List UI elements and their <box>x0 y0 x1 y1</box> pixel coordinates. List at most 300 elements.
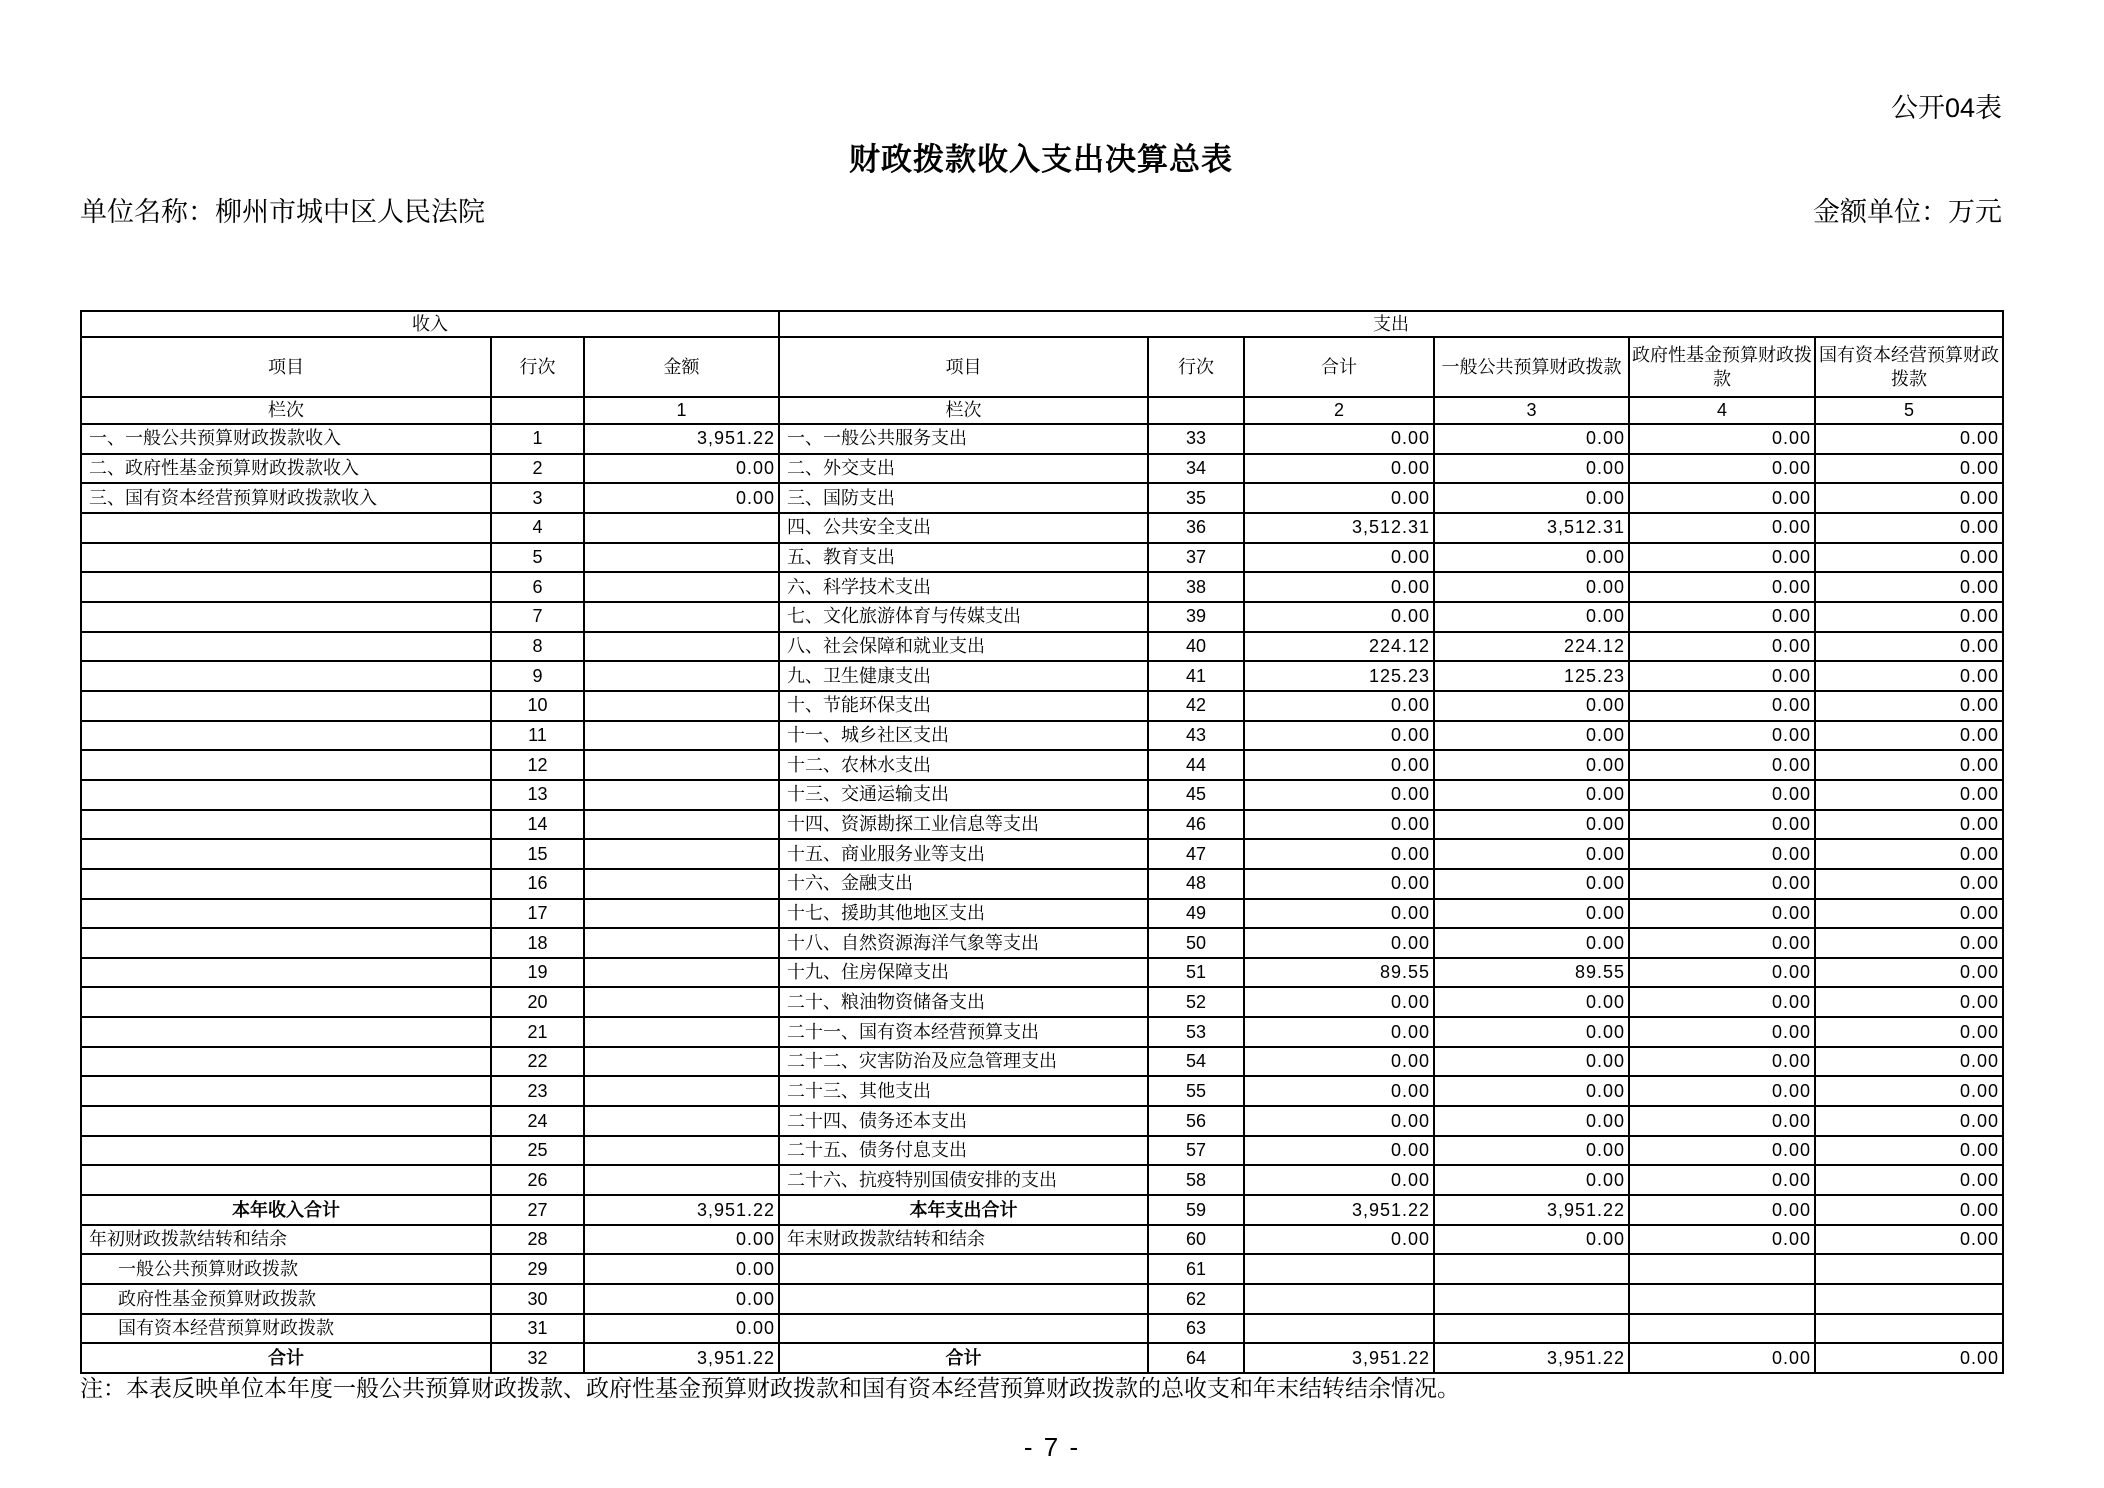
expense-gov-fund-cell: 0.00 <box>1629 899 1815 929</box>
unit-name: 单位名称：柳州市城中区人民法院 <box>80 197 485 227</box>
expense-total-cell: 0.00 <box>1244 899 1434 929</box>
table-row <box>81 483 2003 513</box>
income-item-cell: 本年收入合计 <box>81 1195 491 1225</box>
table-row <box>81 543 2003 573</box>
expense-item-cell: 十三、交通运输支出 <box>779 780 1148 810</box>
expense-item-cell: 十九、住房保障支出 <box>779 958 1148 988</box>
expense-total-cell: 0.00 <box>1244 928 1434 958</box>
income-line-cell: 23 <box>491 1076 584 1106</box>
income-amount-cell: 0.00 <box>584 454 779 484</box>
expense-item-cell: 十一、城乡社区支出 <box>779 721 1148 751</box>
expense-total-cell <box>1244 1284 1434 1314</box>
expense-line-cell: 35 <box>1148 483 1244 513</box>
form-code: 公开04表 <box>1890 93 2002 123</box>
table-row <box>81 928 2003 958</box>
income-line-cell: 29 <box>491 1254 584 1284</box>
expense-total-col-num: 2 <box>1244 397 1434 424</box>
expense-general-cell: 0.00 <box>1434 454 1629 484</box>
table-row <box>81 1165 2003 1195</box>
expense-item-cell: 十六、金融支出 <box>779 869 1148 899</box>
income-item-cell: 国有资本经营预算财政拨款 <box>81 1314 491 1344</box>
expense-general-cell <box>1434 1314 1629 1344</box>
expense-line-cell: 53 <box>1148 1017 1244 1047</box>
expense-gov-fund-cell <box>1629 1314 1815 1344</box>
income-amount-cell: 3,951.22 <box>584 1195 779 1225</box>
expense-total-cell: 89.55 <box>1244 958 1434 988</box>
expense-general-cell: 125.23 <box>1434 661 1629 691</box>
expense-state-capital-cell <box>1815 1284 2003 1314</box>
income-amount-cell <box>584 1165 779 1195</box>
expense-total-cell: 0.00 <box>1244 543 1434 573</box>
expense-general-cell: 0.00 <box>1434 572 1629 602</box>
expense-line-cell: 41 <box>1148 661 1244 691</box>
income-item-cell <box>81 928 491 958</box>
income-line-cell: 14 <box>491 810 584 840</box>
expense-state-capital-cell: 0.00 <box>1815 1136 2003 1166</box>
table-row <box>81 1136 2003 1166</box>
expense-item-cell: 二十四、债务还本支出 <box>779 1106 1148 1136</box>
expense-line-cell: 61 <box>1148 1254 1244 1284</box>
expense-gov-fund-cell: 0.00 <box>1629 661 1815 691</box>
expense-total-cell: 0.00 <box>1244 454 1434 484</box>
expense-general-cell: 0.00 <box>1434 987 1629 1017</box>
expense-gov-fund-cell: 0.00 <box>1629 987 1815 1017</box>
table-row <box>81 1195 2003 1225</box>
expense-gov-fund-cell: 0.00 <box>1629 602 1815 632</box>
expense-total-cell: 0.00 <box>1244 1076 1434 1106</box>
expense-total-cell: 0.00 <box>1244 1047 1434 1077</box>
expense-general-cell: 0.00 <box>1434 750 1629 780</box>
income-line-cell: 15 <box>491 839 584 869</box>
table-row <box>81 661 2003 691</box>
income-line-cell: 2 <box>491 454 584 484</box>
expense-line-cell: 50 <box>1148 928 1244 958</box>
income-amount-cell: 0.00 <box>584 1225 779 1255</box>
income-line-cell: 9 <box>491 661 584 691</box>
income-amount-cell <box>584 572 779 602</box>
expense-gov-fund-cell: 0.00 <box>1629 1047 1815 1077</box>
expense-line-cell: 43 <box>1148 721 1244 751</box>
expense-gov-fund-cell: 0.00 <box>1629 1165 1815 1195</box>
expense-state-capital-cell <box>1815 1254 2003 1284</box>
expense-state-capital-cell <box>1815 1314 2003 1344</box>
expense-gov-fund-cell: 0.00 <box>1629 810 1815 840</box>
expense-line-cell: 39 <box>1148 602 1244 632</box>
expense-item-cell: 六、科学技术支出 <box>779 572 1148 602</box>
expense-total-cell: 0.00 <box>1244 1136 1434 1166</box>
expense-gov-fund-cell: 0.00 <box>1629 750 1815 780</box>
income-item-cell <box>81 780 491 810</box>
expense-total-cell: 125.23 <box>1244 661 1434 691</box>
expense-state-capital-cell: 0.00 <box>1815 928 2003 958</box>
expense-state-capital-cell: 0.00 <box>1815 810 2003 840</box>
income-amount-cell <box>584 1136 779 1166</box>
expense-gov-fund-cell: 0.00 <box>1629 543 1815 573</box>
expense-gov-fund-cell: 0.00 <box>1629 632 1815 662</box>
income-item-cell: 年初财政拨款结转和结余 <box>81 1225 491 1255</box>
income-amount-cell <box>584 1017 779 1047</box>
expense-general-cell: 0.00 <box>1434 899 1629 929</box>
expense-general-cell: 0.00 <box>1434 483 1629 513</box>
expense-line-cell: 59 <box>1148 1195 1244 1225</box>
income-line-cell: 31 <box>491 1314 584 1344</box>
table-row <box>81 1076 2003 1106</box>
income-line-cell: 16 <box>491 869 584 899</box>
expense-total-cell: 0.00 <box>1244 602 1434 632</box>
income-amount-cell: 3,951.22 <box>584 1343 779 1373</box>
income-line-cell: 11 <box>491 721 584 751</box>
income-item-header: 项目 <box>81 337 491 397</box>
expense-item-cell: 五、教育支出 <box>779 543 1148 573</box>
table-row <box>81 1284 2003 1314</box>
income-amount-cell <box>584 780 779 810</box>
expense-gov-fund-col-num: 4 <box>1629 397 1815 424</box>
page-title: 财政拨款收入支出决算总表 <box>849 142 1233 177</box>
expense-item-cell: 二十五、债务付息支出 <box>779 1136 1148 1166</box>
expense-state-capital-cell: 0.00 <box>1815 1195 2003 1225</box>
expense-item-cell <box>779 1314 1148 1344</box>
expense-line-cell: 40 <box>1148 632 1244 662</box>
income-amount-cell <box>584 839 779 869</box>
expense-gov-fund-cell: 0.00 <box>1629 1195 1815 1225</box>
expense-state-capital-cell: 0.00 <box>1815 958 2003 988</box>
expense-total-header: 合计 <box>1244 337 1434 397</box>
expense-total-cell: 0.00 <box>1244 572 1434 602</box>
expense-line-cell: 56 <box>1148 1106 1244 1136</box>
expense-item-cell: 十二、农林水支出 <box>779 750 1148 780</box>
table-row <box>81 780 2003 810</box>
expense-gov-fund-cell: 0.00 <box>1629 780 1815 810</box>
expense-line-cell: 44 <box>1148 750 1244 780</box>
expense-general-cell: 0.00 <box>1434 928 1629 958</box>
expense-line-cell: 64 <box>1148 1343 1244 1373</box>
expense-gov-fund-cell: 0.00 <box>1629 721 1815 751</box>
income-amount-cell <box>584 691 779 721</box>
expense-state-capital-cell: 0.00 <box>1815 661 2003 691</box>
expense-general-cell: 3,512.31 <box>1434 513 1629 543</box>
footnote: 注：本表反映单位本年度一般公共预算财政拨款、政府性基金预算财政拨款和国有资本经营预算财政拨款的总收支和年末结转结余情况。 <box>80 1375 1460 1401</box>
expense-state-capital-cell: 0.00 <box>1815 839 2003 869</box>
expense-line-cell: 55 <box>1148 1076 1244 1106</box>
expense-state-capital-cell: 0.00 <box>1815 1047 2003 1077</box>
expense-item-cell: 十四、资源勘探工业信息等支出 <box>779 810 1148 840</box>
column-header-row <box>81 337 2003 397</box>
income-amount-cell <box>584 958 779 988</box>
income-amount-header: 金额 <box>584 337 779 397</box>
income-item-cell: 二、政府性基金预算财政拨款收入 <box>81 454 491 484</box>
expense-item-cell: 八、社会保障和就业支出 <box>779 632 1148 662</box>
expense-item-cell: 十五、商业服务业等支出 <box>779 839 1148 869</box>
expense-state-capital-cell: 0.00 <box>1815 1343 2003 1373</box>
expense-general-cell: 0.00 <box>1434 602 1629 632</box>
income-amount-cell: 0.00 <box>584 1284 779 1314</box>
expense-state-capital-cell: 0.00 <box>1815 869 2003 899</box>
table-row <box>81 899 2003 929</box>
expense-total-cell <box>1244 1314 1434 1344</box>
expense-line-cell: 34 <box>1148 454 1244 484</box>
expense-line-cell: 60 <box>1148 1225 1244 1255</box>
expense-line-cell: 49 <box>1148 899 1244 929</box>
expense-general-cell: 224.12 <box>1434 632 1629 662</box>
income-line-cell: 3 <box>491 483 584 513</box>
income-line-no-blank <box>491 397 584 424</box>
expense-general-cell: 0.00 <box>1434 869 1629 899</box>
income-item-cell <box>81 1165 491 1195</box>
income-amount-cell <box>584 899 779 929</box>
expense-item-cell: 二十、粮油物资储备支出 <box>779 987 1148 1017</box>
expense-item-cell <box>779 1284 1148 1314</box>
income-line-cell: 32 <box>491 1343 584 1373</box>
income-item-cell <box>81 691 491 721</box>
expense-state-capital-cell: 0.00 <box>1815 1076 2003 1106</box>
expense-gov-fund-cell: 0.00 <box>1629 454 1815 484</box>
income-line-cell: 28 <box>491 1225 584 1255</box>
amount-unit: 金额单位：万元 <box>1813 197 2002 227</box>
expense-state-capital-cell: 0.00 <box>1815 543 2003 573</box>
expense-general-cell: 3,951.22 <box>1434 1343 1629 1373</box>
income-item-cell: 三、国有资本经营预算财政拨款收入 <box>81 483 491 513</box>
income-item-cell <box>81 513 491 543</box>
expense-total-cell: 0.00 <box>1244 780 1434 810</box>
expense-item-cell: 七、文化旅游体育与传媒支出 <box>779 602 1148 632</box>
table-row <box>81 513 2003 543</box>
income-amount-cell: 3,951.22 <box>584 424 779 454</box>
expense-item-cell: 二十六、抗疫特别国债安排的支出 <box>779 1165 1148 1195</box>
expense-general-cell: 0.00 <box>1434 1017 1629 1047</box>
expense-state-capital-cell: 0.00 <box>1815 987 2003 1017</box>
expense-line-cell: 52 <box>1148 987 1244 1017</box>
expense-state-capital-cell: 0.00 <box>1815 424 2003 454</box>
income-amount-cell <box>584 1076 779 1106</box>
income-item-cell: 政府性基金预算财政拨款 <box>81 1284 491 1314</box>
table-row <box>81 1314 2003 1344</box>
income-amount-col-num: 1 <box>584 397 779 424</box>
income-item-cell <box>81 602 491 632</box>
expense-line-no-header: 行次 <box>1148 337 1244 397</box>
expense-gov-fund-cell: 0.00 <box>1629 483 1815 513</box>
expense-general-cell: 3,951.22 <box>1434 1195 1629 1225</box>
expense-total-cell: 0.00 <box>1244 424 1434 454</box>
income-line-cell: 4 <box>491 513 584 543</box>
expense-general-cell: 0.00 <box>1434 1047 1629 1077</box>
expense-general-cell: 0.00 <box>1434 1225 1629 1255</box>
expense-gov-fund-cell: 0.00 <box>1629 1225 1815 1255</box>
expense-state-capital-cell: 0.00 <box>1815 780 2003 810</box>
income-item-cell: 合计 <box>81 1343 491 1373</box>
expense-item-cell: 三、国防支出 <box>779 483 1148 513</box>
expense-item-cell: 十八、自然资源海洋气象等支出 <box>779 928 1148 958</box>
expense-general-cell: 0.00 <box>1434 810 1629 840</box>
table-row <box>81 1017 2003 1047</box>
income-amount-cell <box>584 721 779 751</box>
expense-item-cell: 年末财政拨款结转和结余 <box>779 1225 1148 1255</box>
expense-general-cell <box>1434 1284 1629 1314</box>
income-line-cell: 5 <box>491 543 584 573</box>
meta-row <box>80 190 2002 229</box>
expense-state-capital-cell: 0.00 <box>1815 572 2003 602</box>
income-amount-cell <box>584 1047 779 1077</box>
table-row <box>81 750 2003 780</box>
income-item-cell <box>81 839 491 869</box>
income-amount-cell <box>584 928 779 958</box>
income-column-label: 栏次 <box>81 397 491 424</box>
expense-general-cell: 0.00 <box>1434 721 1629 751</box>
income-item-cell <box>81 899 491 929</box>
income-line-cell: 20 <box>491 987 584 1017</box>
income-amount-cell: 0.00 <box>584 1254 779 1284</box>
table-row <box>81 987 2003 1017</box>
income-item-cell <box>81 1136 491 1166</box>
expense-state-capital-header: 国有资本经营预算财政拨款 <box>1815 337 2003 397</box>
expense-line-cell: 54 <box>1148 1047 1244 1077</box>
expense-total-cell: 0.00 <box>1244 1225 1434 1255</box>
income-line-cell: 13 <box>491 780 584 810</box>
expense-state-capital-cell: 0.00 <box>1815 1106 2003 1136</box>
expense-general-cell: 0.00 <box>1434 1106 1629 1136</box>
expense-general-cell: 0.00 <box>1434 424 1629 454</box>
table-row <box>81 691 2003 721</box>
expense-item-cell: 二十一、国有资本经营预算支出 <box>779 1017 1148 1047</box>
expense-general-cell: 89.55 <box>1434 958 1629 988</box>
expense-item-cell <box>779 1254 1148 1284</box>
expense-line-cell: 57 <box>1148 1136 1244 1166</box>
income-line-cell: 25 <box>491 1136 584 1166</box>
expense-gov-fund-cell: 0.00 <box>1629 572 1815 602</box>
income-item-cell <box>81 958 491 988</box>
expense-item-header: 项目 <box>779 337 1148 397</box>
table-row <box>81 632 2003 662</box>
expense-state-capital-cell: 0.00 <box>1815 632 2003 662</box>
expense-total-cell: 0.00 <box>1244 810 1434 840</box>
income-item-cell <box>81 632 491 662</box>
table-row <box>81 1254 2003 1284</box>
expense-gov-fund-cell: 0.00 <box>1629 1136 1815 1166</box>
income-item-cell <box>81 721 491 751</box>
expense-state-capital-cell: 0.00 <box>1815 691 2003 721</box>
expense-total-cell: 0.00 <box>1244 721 1434 751</box>
income-item-cell <box>81 869 491 899</box>
column-number-row <box>81 397 2003 424</box>
expense-gov-fund-cell: 0.00 <box>1629 691 1815 721</box>
table-row <box>81 1225 2003 1255</box>
income-amount-cell <box>584 513 779 543</box>
expense-gov-fund-cell: 0.00 <box>1629 1017 1815 1047</box>
income-line-cell: 8 <box>491 632 584 662</box>
expense-state-capital-cell: 0.00 <box>1815 750 2003 780</box>
expense-general-cell: 0.00 <box>1434 1136 1629 1166</box>
table-row <box>81 454 2003 484</box>
table-row <box>81 721 2003 751</box>
income-line-cell: 6 <box>491 572 584 602</box>
table-row <box>81 958 2003 988</box>
table-row <box>81 1047 2003 1077</box>
income-amount-cell: 0.00 <box>584 1314 779 1344</box>
expense-total-cell: 3,512.31 <box>1244 513 1434 543</box>
table-row <box>81 424 2003 454</box>
expense-total-cell: 0.00 <box>1244 750 1434 780</box>
expense-item-cell: 十七、援助其他地区支出 <box>779 899 1148 929</box>
expense-line-cell: 38 <box>1148 572 1244 602</box>
income-item-cell <box>81 543 491 573</box>
expense-state-capital-cell: 0.00 <box>1815 454 2003 484</box>
expense-gov-fund-cell: 0.00 <box>1629 869 1815 899</box>
income-section-header: 收入 <box>81 311 779 337</box>
expense-gov-fund-cell <box>1629 1254 1815 1284</box>
expense-total-cell: 0.00 <box>1244 1017 1434 1047</box>
expense-gov-fund-cell: 0.00 <box>1629 1076 1815 1106</box>
expense-general-cell: 0.00 <box>1434 839 1629 869</box>
income-line-cell: 10 <box>491 691 584 721</box>
expense-gov-fund-cell <box>1629 1284 1815 1314</box>
expense-line-cell: 45 <box>1148 780 1244 810</box>
expense-line-cell: 62 <box>1148 1284 1244 1314</box>
expense-gov-fund-cell: 0.00 <box>1629 958 1815 988</box>
expense-general-cell: 0.00 <box>1434 780 1629 810</box>
income-item-cell: 一、一般公共预算财政拨款收入 <box>81 424 491 454</box>
expense-line-cell: 36 <box>1148 513 1244 543</box>
expense-total-cell <box>1244 1254 1434 1284</box>
income-line-cell: 21 <box>491 1017 584 1047</box>
income-amount-cell <box>584 810 779 840</box>
expense-column-label: 栏次 <box>779 397 1148 424</box>
expense-state-capital-cell: 0.00 <box>1815 721 2003 751</box>
expense-line-cell: 42 <box>1148 691 1244 721</box>
income-amount-cell <box>584 543 779 573</box>
expense-state-capital-cell: 0.00 <box>1815 899 2003 929</box>
income-item-cell <box>81 987 491 1017</box>
expense-general-cell: 0.00 <box>1434 1076 1629 1106</box>
expense-line-cell: 46 <box>1148 810 1244 840</box>
income-item-cell <box>81 1106 491 1136</box>
expense-total-cell: 0.00 <box>1244 691 1434 721</box>
expense-item-cell: 四、公共安全支出 <box>779 513 1148 543</box>
income-amount-cell <box>584 750 779 780</box>
income-item-cell <box>81 750 491 780</box>
expense-total-cell: 3,951.22 <box>1244 1343 1434 1373</box>
income-amount-cell <box>584 1106 779 1136</box>
expense-line-cell: 58 <box>1148 1165 1244 1195</box>
expense-general-budget-header: 一般公共预算财政拨款 <box>1434 337 1629 397</box>
expense-item-cell: 二十三、其他支出 <box>779 1076 1148 1106</box>
section-header-row <box>81 311 2003 337</box>
income-amount-cell <box>584 602 779 632</box>
expense-total-cell: 0.00 <box>1244 839 1434 869</box>
income-amount-cell <box>584 632 779 662</box>
income-line-no-header: 行次 <box>491 337 584 397</box>
income-line-cell: 7 <box>491 602 584 632</box>
expense-general-cell: 0.00 <box>1434 691 1629 721</box>
expense-state-capital-cell: 0.00 <box>1815 602 2003 632</box>
income-item-cell <box>81 1047 491 1077</box>
expense-general-cell: 0.00 <box>1434 1165 1629 1195</box>
income-line-cell: 17 <box>491 899 584 929</box>
expense-line-cell: 33 <box>1148 424 1244 454</box>
expense-line-cell: 51 <box>1148 958 1244 988</box>
expense-item-cell: 十、节能环保支出 <box>779 691 1148 721</box>
expense-section-header: 支出 <box>779 311 2003 337</box>
income-amount-cell: 0.00 <box>584 483 779 513</box>
expense-state-capital-cell: 0.00 <box>1815 1165 2003 1195</box>
expense-general-cell <box>1434 1254 1629 1284</box>
income-item-cell: 一般公共预算财政拨款 <box>81 1254 491 1284</box>
page-number: - 7 - <box>1023 1432 1081 1462</box>
expense-gov-fund-cell: 0.00 <box>1629 1343 1815 1373</box>
expense-total-cell: 224.12 <box>1244 632 1434 662</box>
expense-line-cell: 47 <box>1148 839 1244 869</box>
expense-gov-fund-cell: 0.00 <box>1629 424 1815 454</box>
expense-item-cell: 本年支出合计 <box>779 1195 1148 1225</box>
expense-gov-fund-cell: 0.00 <box>1629 928 1815 958</box>
